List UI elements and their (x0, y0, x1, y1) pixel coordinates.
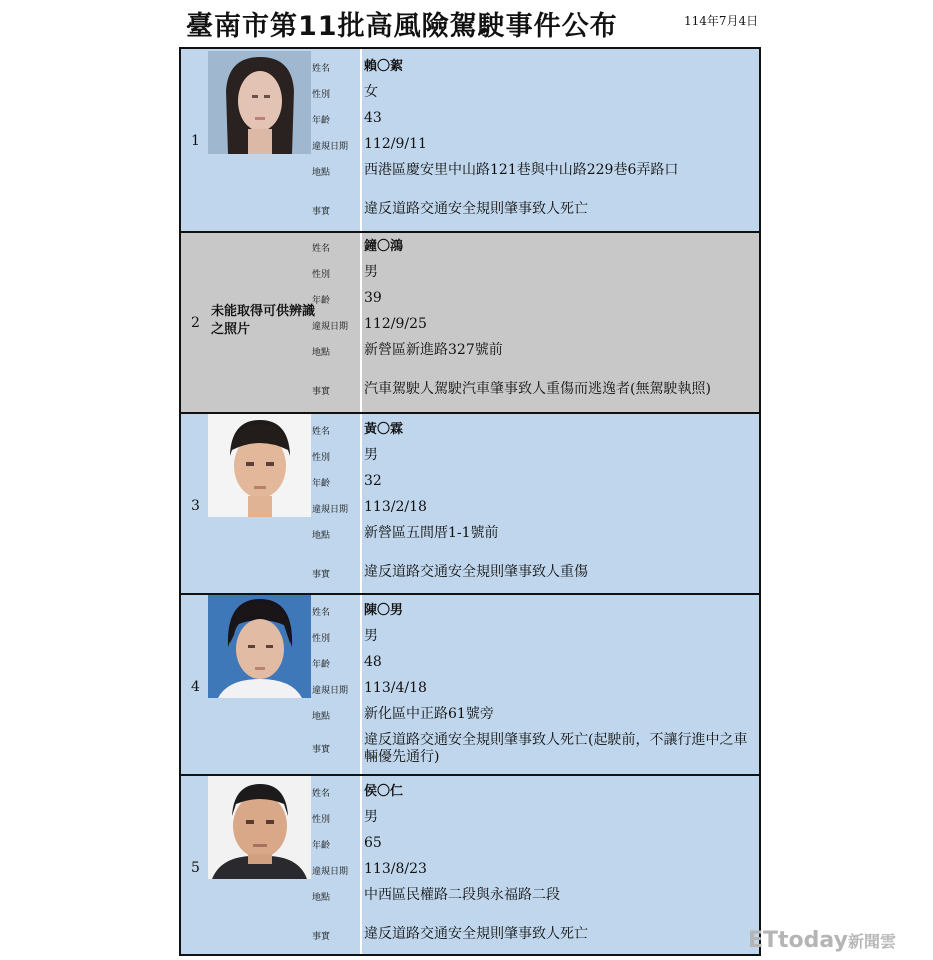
label-name: 姓名 (312, 608, 331, 618)
violation-location: 新營區五間厝1-1號前 (364, 525, 499, 541)
person-name: 陳〇男 (364, 603, 404, 618)
label-facts: 事實 (312, 932, 331, 942)
label-location: 地點 (312, 893, 331, 903)
violation-facts: 違反道路交通安全規則肇事致人死亡(起駛前，不讓行進中之車輛優先通行) (364, 732, 748, 765)
label-violation-date: 違規日期 (312, 505, 349, 515)
person-age: 43 (364, 110, 382, 126)
violation-date: 113/4/18 (364, 680, 427, 696)
violation-facts: 違反道路交通安全規則肇事致人死亡 (364, 926, 588, 942)
label-age: 年齡 (312, 479, 331, 489)
record-row (181, 776, 759, 954)
records-table (179, 47, 761, 956)
record-number: 4 (191, 679, 200, 695)
publish-date: 114年7月4日 (684, 14, 759, 28)
person-name: 黃〇霖 (364, 422, 404, 437)
label-location: 地點 (312, 712, 331, 722)
label-age: 年齡 (312, 660, 331, 670)
ettoday-watermark (748, 928, 896, 953)
person-photo-blurred (208, 414, 311, 517)
record-row (181, 595, 759, 774)
label-gender: 性別 (312, 815, 331, 825)
person-age: 32 (364, 473, 382, 489)
watermark-brand: ETtoday (748, 928, 848, 953)
label-name: 姓名 (312, 64, 331, 74)
person-gender: 男 (364, 264, 378, 280)
person-age: 48 (364, 654, 382, 670)
label-facts: 事實 (312, 570, 331, 580)
person-gender: 男 (364, 809, 378, 825)
violation-date: 112/9/11 (364, 136, 427, 152)
label-name: 姓名 (312, 244, 331, 254)
record-number: 2 (191, 315, 200, 331)
violation-date: 112/9/25 (364, 316, 427, 332)
label-gender: 性別 (312, 90, 331, 100)
label-age: 年齡 (312, 116, 331, 126)
person-name: 鐘〇鴻 (364, 239, 404, 254)
violation-date: 113/8/23 (364, 861, 427, 877)
person-photo-blurred (208, 776, 311, 879)
label-gender: 性別 (312, 453, 331, 463)
record-number: 1 (191, 133, 200, 149)
label-facts: 事實 (312, 745, 331, 755)
violation-facts: 違反道路交通安全規則肇事致人死亡 (364, 201, 588, 217)
label-location: 地點 (312, 348, 331, 358)
violation-date: 113/2/18 (364, 499, 427, 515)
person-name: 侯〇仁 (364, 784, 404, 799)
label-violation-date: 違規日期 (312, 322, 349, 332)
label-age: 年齡 (312, 296, 331, 306)
label-facts: 事實 (312, 387, 331, 397)
violation-location: 中西區民權路二段與永福路二段 (364, 887, 560, 903)
label-location: 地點 (312, 531, 331, 541)
record-row (181, 233, 759, 412)
watermark-suffix: 新聞雲 (847, 932, 896, 951)
person-photo-blurred (208, 595, 311, 698)
violation-facts: 汽車駕駛人駕駛汽車肇事致人重傷而逃逸者(無駕駛執照) (364, 381, 711, 397)
record-number: 5 (191, 860, 200, 876)
person-age: 65 (364, 835, 382, 851)
person-gender: 男 (364, 447, 378, 463)
violation-location: 新化區中正路61號旁 (364, 706, 494, 722)
violation-location: 西港區慶安里中山路121巷與中山路229巷6弄路口 (364, 162, 679, 178)
violation-location: 新營區新進路327號前 (364, 342, 503, 358)
label-location: 地點 (312, 168, 331, 178)
label-gender: 性別 (312, 270, 331, 280)
person-gender: 女 (364, 84, 378, 100)
record-row (181, 414, 759, 593)
label-age: 年齡 (312, 841, 331, 851)
no-photo-notice: 未能取得可供辨識之照片 (211, 304, 316, 337)
label-gender: 性別 (312, 634, 331, 644)
violation-facts: 違反道路交通安全規則肇事致人重傷 (364, 564, 588, 580)
person-name: 賴〇絮 (364, 59, 404, 74)
label-violation-date: 違規日期 (312, 142, 349, 152)
person-photo-blurred (208, 51, 311, 154)
label-violation-date: 違規日期 (312, 867, 349, 877)
record-number: 3 (191, 498, 200, 514)
record-row (181, 49, 759, 232)
label-facts: 事實 (312, 207, 331, 217)
label-name: 姓名 (312, 789, 331, 799)
person-gender: 男 (364, 628, 378, 644)
label-name: 姓名 (312, 427, 331, 437)
page-title: 臺南市第11批高風險駕駛事件公布 (186, 11, 618, 42)
label-violation-date: 違規日期 (312, 686, 349, 696)
person-age: 39 (364, 290, 382, 306)
